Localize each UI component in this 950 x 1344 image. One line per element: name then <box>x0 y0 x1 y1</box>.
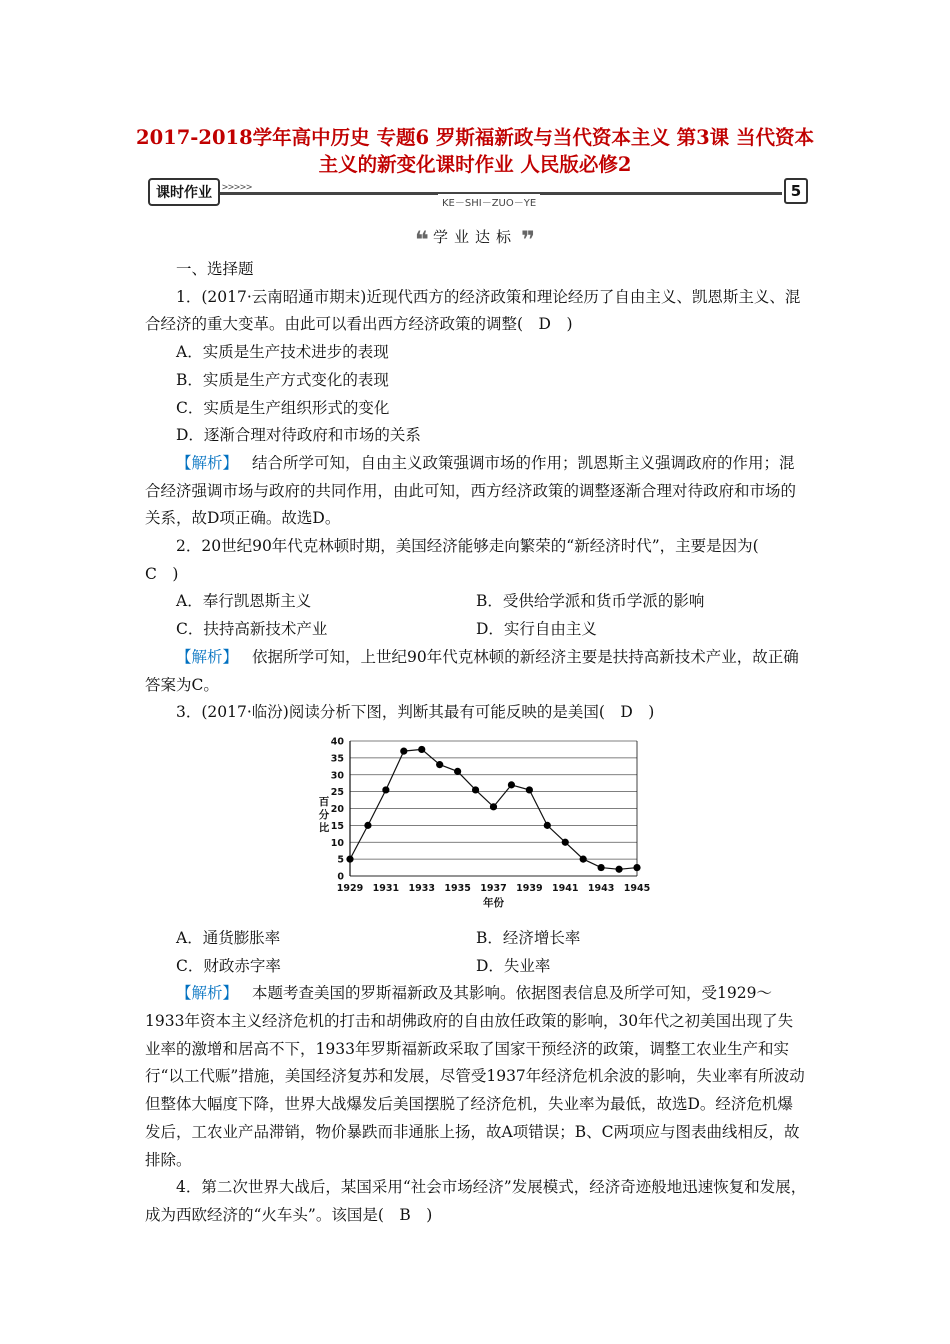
q2-analysis <box>145 644 807 699</box>
x-tick-label: 1935 <box>444 882 471 894</box>
document-body <box>145 256 807 1230</box>
document-title: 2017-2018学年高中历史 专题6 罗斯福新政与当代资本主义 第3课 当代资本主义的新变化课时作业 人民版必修2 <box>136 126 814 176</box>
analysis-label: 【解析】 <box>176 984 239 1003</box>
line-chart-svg <box>310 733 655 918</box>
data-point <box>364 822 371 829</box>
y-axis-label-char: 比 <box>318 821 330 834</box>
data-point <box>472 786 479 793</box>
section-heading-text: 学业达标 <box>432 228 517 246</box>
y-tick-label: 15 <box>330 820 344 832</box>
section-heading <box>0 226 950 254</box>
data-point <box>615 866 622 873</box>
y-tick-label: 10 <box>330 837 344 849</box>
q1-analysis <box>145 450 807 533</box>
analysis-label: 【解析】 <box>176 647 239 666</box>
q3-option-b: B．经济增长率 <box>476 928 581 947</box>
q2-option-a: A．奉行凯恩斯主义 <box>176 592 312 611</box>
part-heading: 一、选择题 <box>176 260 254 278</box>
q4-stem: 4．第二次世界大战后，某国采用“社会市场经济”发展模式，经济奇迹般地迅速恢复和发展，成为西欧经济的“火车头”。该国是( B ) <box>145 1178 807 1224</box>
q3-option-c: C．财政赤字率 <box>176 956 281 975</box>
q2-option-d: D．实行自由主义 <box>476 620 597 639</box>
q1-option-c: C．实质是生产组织形式的变化 <box>176 398 390 417</box>
q3-options-row-2 <box>145 953 807 981</box>
data-point <box>633 864 640 871</box>
data-point <box>436 761 443 768</box>
y-tick-label: 25 <box>330 787 344 799</box>
close-quote-icon: ❞ <box>521 226 536 254</box>
y-tick-label: 20 <box>330 803 344 815</box>
y-axis-label-char: 分 <box>318 808 330 821</box>
q3-option-a: A．通货膨胀率 <box>176 928 281 947</box>
x-tick-label: 1929 <box>336 882 364 894</box>
x-tick-label: 1933 <box>408 882 435 894</box>
q1-option-a: A．实质是生产技术进步的表现 <box>176 343 389 362</box>
y-tick-label: 30 <box>330 770 344 782</box>
q1-stem: 1．(2017·云南昭通市期末)近现代西方的经济政策和理论经历了自由主义、凯恩斯主义、混合经济的重大变革。由此可以看出西方经济政策的调整( D ) <box>145 287 801 334</box>
x-tick-label: 1931 <box>372 882 400 894</box>
q2-analysis-text: 依据所学可知，上世纪90年代克林顿的新经济主要是扶持高新技术产业，故正确答案为C。 <box>145 647 799 694</box>
banner-pinyin: KE－SHI－ZUO－YE <box>438 194 540 209</box>
y-tick-label: 40 <box>330 736 344 748</box>
y-tick-label: 0 <box>337 871 344 883</box>
q3-analysis-text: 本题考查美国的罗斯福新政及其影响。依据图表信息及所学可知，受1929～1933年资本主义经济危机的打击和胡佛政府的自由放任政策的影响，30年代之初美国出现了失业率的激增和居高不下，1933年罗斯福新政采取了国家干预经济的政策，调整工农业生产和实行“以工代赈”措施，美国经济复苏和发展，尽管受1937年经济危机余波的影响，失业率有所波动但整体大幅度下降，世界大战爆发后美国摆脱了经济危机，失业率为最低，故选D。经济危机爆发后，工农业产品滞销，物价暴跌而非通胀上扬，故A项错误；B、C两项应与图表曲线相反，故排除。 <box>145 984 805 1169</box>
x-tick-label: 1937 <box>480 882 507 894</box>
data-point <box>598 864 605 871</box>
q3-analysis <box>145 980 807 1174</box>
q1-analysis-text: 结合所学可知，自由主义政策强调市场的作用；凯恩斯主义强调政府的作用；混合经济强调市场与政府的共同作用，由此可知，西方经济政策的调整逐渐合理对待政府和市场的关系，故D项正确。故选D。 <box>145 453 797 528</box>
analysis-label: 【解析】 <box>176 453 239 472</box>
q2-options-row-1 <box>145 588 807 616</box>
x-tick-label: 1939 <box>516 882 543 894</box>
data-point <box>580 855 587 862</box>
data-point <box>562 839 569 846</box>
q3-option-d: D．失业率 <box>476 956 551 975</box>
banner-tag: 课时作业 <box>148 178 220 206</box>
data-point <box>382 786 389 793</box>
banner-number: 5 <box>784 178 808 204</box>
q3-options-row-1 <box>145 925 807 953</box>
y-axis-label-char: 百 <box>318 795 330 808</box>
data-point <box>400 747 407 754</box>
y-tick-label: 35 <box>330 753 344 765</box>
q2-options-row-2 <box>145 616 807 644</box>
data-point <box>454 768 461 775</box>
homework-banner <box>148 178 808 209</box>
q1-option-b: B．实质是生产方式变化的表现 <box>176 370 389 389</box>
x-tick-label: 1945 <box>623 882 651 894</box>
x-tick-label: 1941 <box>552 882 579 894</box>
open-quote-icon: ❝ <box>414 226 429 254</box>
x-tick-label: 1943 <box>587 882 615 894</box>
q2-stem: 2．20世纪90年代克林顿时期，美国经济能够走向繁荣的“新经济时代”，主要是因为( C ) <box>145 537 775 583</box>
banner-arrows: >>>>> <box>222 182 253 193</box>
data-point <box>346 855 353 862</box>
q3-stem: 3．(2017·临汾)阅读分析下图，判断其最有可能反映的是美国( D ) <box>176 703 655 722</box>
q2-option-b: B．受供给学派和货币学派的影响 <box>476 592 705 611</box>
q1-option-d: D．逐渐合理对待政府和市场的关系 <box>176 426 421 445</box>
y-tick-label: 5 <box>337 854 344 866</box>
x-axis-label: 年份 <box>483 896 504 909</box>
q2-option-c: C．扶持高新技术产业 <box>176 620 328 639</box>
data-point <box>418 746 425 753</box>
data-point <box>544 822 551 829</box>
data-point <box>526 786 533 793</box>
unemployment-chart <box>145 733 807 925</box>
data-point <box>490 803 497 810</box>
data-point <box>508 781 515 788</box>
